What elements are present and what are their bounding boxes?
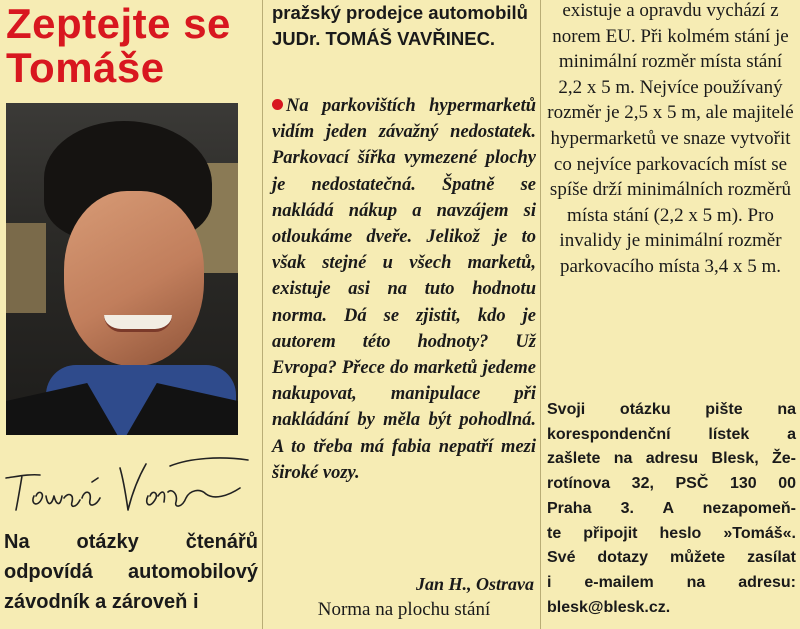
middle-column [264,0,540,629]
submission-instructions [547,398,796,620]
photo-background-left [6,223,46,313]
instruction-line: zašlete na adresu Blesk, Že- [547,450,796,468]
bullet-icon [272,99,283,110]
headline-line-2: Tomáše [6,44,165,91]
instruction-line: Praha 3. A nezapomeň- [547,499,796,517]
headline-line-1: Zeptejte se [6,0,231,47]
photo-smile [104,315,172,332]
columnist-name-text: pražský prodejce automobilů JUDr. TOMÁŠ VAVŘINEC. [272,2,528,49]
instruction-line: Svoji otázku pište na [547,401,796,418]
answer-text: existuje a opravdu vychází z norem EU. Při kolmém stání je minimální rozměr místa stání 2,2 x 5 m. Nejvíce používaný rozměr je 2,5 x 5 m, ale majitelé hypermarketů ve snaze vytvořit co nejvíce parkovacích míst se spíše drží minimálních rozměrů místa stání (2,2 x 5 m). Pro invalidy je minimální rozměr parkovacího místa 3,4 x 5 m. [547,0,794,277]
answer-opening: Norma na plochu stání [317,599,491,620]
column-divider [262,0,263,629]
portrait-photo [6,103,238,435]
question-author: Jan H., Ostrava [415,574,534,594]
right-column [541,0,800,629]
email-address: blesk@blesk.cz. [547,598,671,616]
left-column [0,0,262,629]
columnist-intro-text: Na otázky čtenářů odpovídá automobilový závodník a zároveň i [4,531,258,613]
instruction-line: korespondenční lístek a [547,425,796,443]
instruction-line: rotínova 32, PSČ 130 00 [547,475,796,493]
reader-question [272,93,536,486]
instruction-line: Své dotazy můžete zasílat [547,549,796,567]
question-text: Na parkovištích hypermarketů vidím jeden závažný nedostatek. Parkovací šířka vymezené plochy je nedostatečná. Špatně se nakládá nákup a navzájem si otloukáme dveře. Jelikož je to však stejné u všech marketů, existuje asi na tuto hodnotu norma. Dá se zjistit, kdo je autorem této hodnoty? Už Evropa? Přece do marketů jedeme nakupovat, manipulace při nakládání by měla být pohodlná. A to třeba má fabia nepatří mezi široké vozy. [272,96,536,483]
instruction-line: i e-mailem na adresu: [547,573,796,591]
photo-face [64,191,204,366]
instruction-line: te připojit heslo »Tomáš«. [547,524,796,542]
handwritten-signature [0,438,262,528]
